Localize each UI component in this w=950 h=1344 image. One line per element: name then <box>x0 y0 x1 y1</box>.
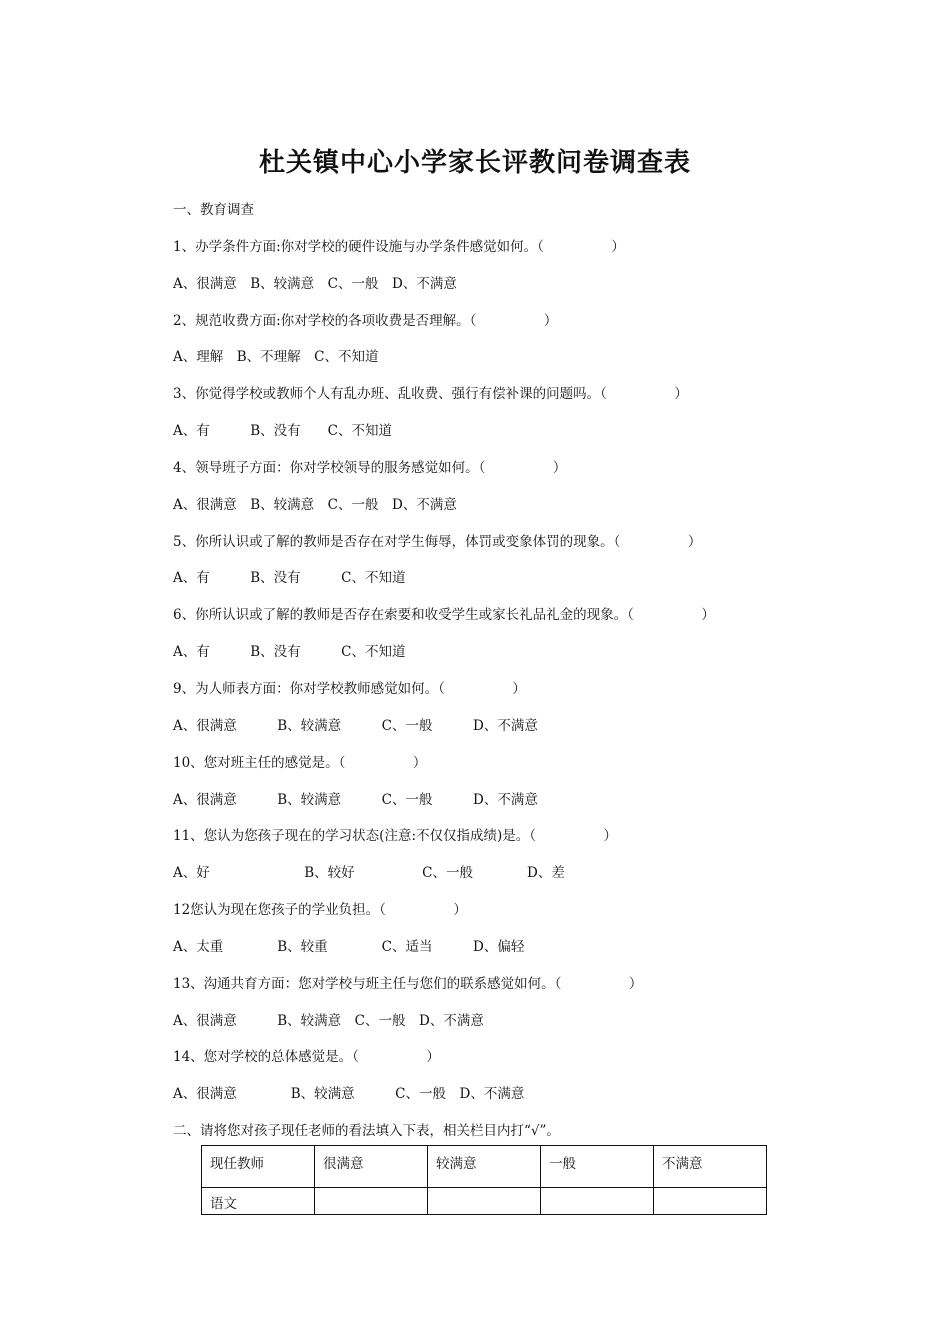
options-11: A、好 B、较好 C、一般 D、差 <box>173 865 565 881</box>
options-10: A、很满意 B、较满意 C、一般 D、不满意 <box>173 792 538 808</box>
options-4: A、很满意 B、较满意 C、一般 D、不满意 <box>173 497 457 513</box>
cell-average[interactable] <box>541 1188 654 1215</box>
row-subject-chinese: 语文 <box>202 1188 315 1215</box>
question-9: 9、为人师表方面：你对学校教师感觉如何。（ ） <box>173 681 526 697</box>
cell-satisfied[interactable] <box>428 1188 541 1215</box>
section-heading-education: 一、教育调查 <box>173 202 254 218</box>
question-4: 4、领导班子方面：你对学校领导的服务感觉如何。（ ） <box>173 460 567 476</box>
cell-dissatisfied[interactable] <box>654 1188 767 1215</box>
options-6: A、有 B、没有 C、不知道 <box>173 644 406 660</box>
question-2: 2、规范收费方面:你对学校的各项收费是否理解。（ ） <box>173 313 558 329</box>
section-heading-teacher-rating: 二、请将您对孩子现任老师的看法填入下表，相关栏目内打“√”。 <box>173 1123 560 1139</box>
question-14: 14、您对学校的总体感觉是。（ ） <box>173 1049 440 1065</box>
question-1: 1、办学条件方面:你对学校的硬件设施与办学条件感觉如何。（ ） <box>173 239 625 255</box>
question-10: 10、您对班主任的感觉是。（ ） <box>173 755 427 771</box>
question-12: 12您认为现在您孩子的学业负担。（ ） <box>173 902 467 918</box>
options-14: A、很满意 B、较满意 C、一般 D、不满意 <box>173 1086 525 1102</box>
options-13: A、很满意 B、较满意 C、一般 D、不满意 <box>173 1013 484 1029</box>
table-row <box>202 1188 767 1215</box>
question-3: 3、你觉得学校或教师个人有乱办班、乱收费、强行有偿补课的问题吗。（ ） <box>173 386 688 402</box>
options-1: A、很满意 B、较满意 C、一般 D、不满意 <box>173 276 457 292</box>
teacher-rating-table <box>201 1145 767 1215</box>
options-9: A、很满意 B、较满意 C、一般 D、不满意 <box>173 718 538 734</box>
options-3: A、有 B、没有 C、不知道 <box>173 423 392 439</box>
header-very-satisfied: 很满意 <box>315 1146 428 1188</box>
question-6: 6、你所认识或了解的教师是否存在索要和收受学生或家长礼品礼金的现象。（ ） <box>173 607 715 623</box>
question-13: 13、沟通共育方面：您对学校与班主任与您们的联系感觉如何。（ ） <box>173 976 643 992</box>
header-average: 一般 <box>541 1146 654 1188</box>
question-11: 11、您认为您孩子现在的学习状态(注意:不仅仅指成绩)是。（ ） <box>173 828 618 844</box>
question-5: 5、你所认识或了解的教师是否存在对学生侮辱，体罚或变象体罚的现象。（ ） <box>173 534 702 550</box>
table-header-row <box>202 1146 767 1188</box>
page-title: 杜关镇中心小学家长评教问卷调查表 <box>258 148 691 178</box>
options-5: A、有 B、没有 C、不知道 <box>173 570 406 586</box>
header-satisfied: 较满意 <box>428 1146 541 1188</box>
options-2: A、理解 B、不理解 C、不知道 <box>173 349 379 365</box>
cell-very-satisfied[interactable] <box>315 1188 428 1215</box>
options-12: A、太重 B、较重 C、适当 D、偏轻 <box>173 939 525 955</box>
header-dissatisfied: 不满意 <box>654 1146 767 1188</box>
header-current-teacher: 现任教师 <box>202 1146 315 1188</box>
